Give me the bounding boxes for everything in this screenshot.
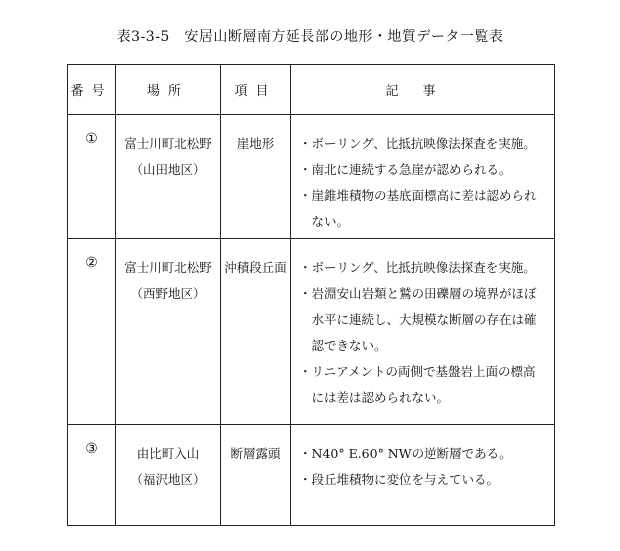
bullet-mark: ・ bbox=[299, 188, 312, 203]
note-item bbox=[299, 255, 548, 281]
note-item bbox=[299, 441, 548, 467]
row-notes-cell bbox=[291, 115, 555, 239]
row-number-cell bbox=[68, 239, 116, 425]
row-number: ③ bbox=[85, 441, 98, 457]
data-table bbox=[67, 64, 555, 526]
row-item: 沖積段丘面 bbox=[224, 260, 287, 275]
page-title: 表3-3-5 安居山断層南方延長部の地形・地質データ一覧表 bbox=[116, 29, 504, 45]
note-item bbox=[299, 281, 548, 359]
note-item bbox=[299, 359, 548, 411]
row-number-cell bbox=[68, 425, 116, 526]
note-text: ボーリング、比抵抗映像法探査を実施。 bbox=[311, 136, 536, 151]
table-header-row bbox=[68, 65, 555, 115]
note-text: 段丘堆積物に変位を与えている。 bbox=[311, 472, 500, 487]
table-row bbox=[68, 425, 555, 526]
note-text: 南北に連続する急崖が認められる。 bbox=[311, 162, 512, 177]
row-item: 崖地形 bbox=[236, 136, 275, 151]
row-number: ② bbox=[85, 255, 98, 271]
row-item-cell bbox=[221, 115, 291, 239]
note-item bbox=[299, 467, 548, 493]
header-notes: 記事 bbox=[291, 65, 555, 115]
row-area: （山田地区） bbox=[130, 162, 206, 177]
row-notes-cell bbox=[291, 239, 555, 425]
note-text: ボーリング、比抵抗映像法探査を実施。 bbox=[311, 260, 536, 275]
row-place-cell bbox=[116, 115, 221, 239]
row-number: ① bbox=[85, 131, 98, 147]
row-place: 富士川町北松野 bbox=[124, 260, 212, 275]
bullet-mark: ・ bbox=[299, 472, 312, 487]
row-place: 由比町入山 bbox=[136, 446, 200, 461]
note-text: N40° E.60° NWの逆断層である。 bbox=[311, 446, 512, 461]
row-notes-cell bbox=[291, 425, 555, 526]
header-place: 場所 bbox=[116, 65, 221, 115]
row-number-cell bbox=[68, 115, 116, 239]
bullet-mark: ・ bbox=[299, 260, 312, 275]
row-area: （西野地区） bbox=[130, 286, 206, 301]
row-place: 富士川町北松野 bbox=[124, 136, 212, 151]
row-place-cell bbox=[116, 239, 221, 425]
row-item-cell bbox=[221, 239, 291, 425]
row-item: 断層露頭 bbox=[230, 446, 281, 461]
row-item-cell bbox=[221, 425, 291, 526]
table-row bbox=[68, 239, 555, 425]
bullet-mark: ・ bbox=[299, 364, 312, 379]
note-text: 岩淵安山岩類と鷲の田礫層の境界がほぼ水平に連続し、大規模な断層の存在は確認できない。 bbox=[311, 286, 537, 353]
note-item bbox=[299, 157, 548, 183]
row-area: （福沢地区） bbox=[130, 472, 206, 487]
row-place-cell bbox=[116, 425, 221, 526]
table-row bbox=[68, 115, 555, 239]
bullet-mark: ・ bbox=[299, 162, 312, 177]
header-item: 項目 bbox=[221, 65, 291, 115]
bullet-mark: ・ bbox=[299, 286, 312, 301]
note-text: 崖錐堆積物の基底面標高に差は認められない。 bbox=[311, 188, 537, 229]
bullet-mark: ・ bbox=[299, 446, 312, 461]
bullet-mark: ・ bbox=[299, 136, 312, 151]
note-text: リニアメントの両側で基盤岩上面の標高には差は認められない。 bbox=[311, 364, 536, 405]
note-item bbox=[299, 131, 548, 157]
note-item bbox=[299, 183, 548, 235]
header-number: 番号 bbox=[68, 65, 116, 115]
